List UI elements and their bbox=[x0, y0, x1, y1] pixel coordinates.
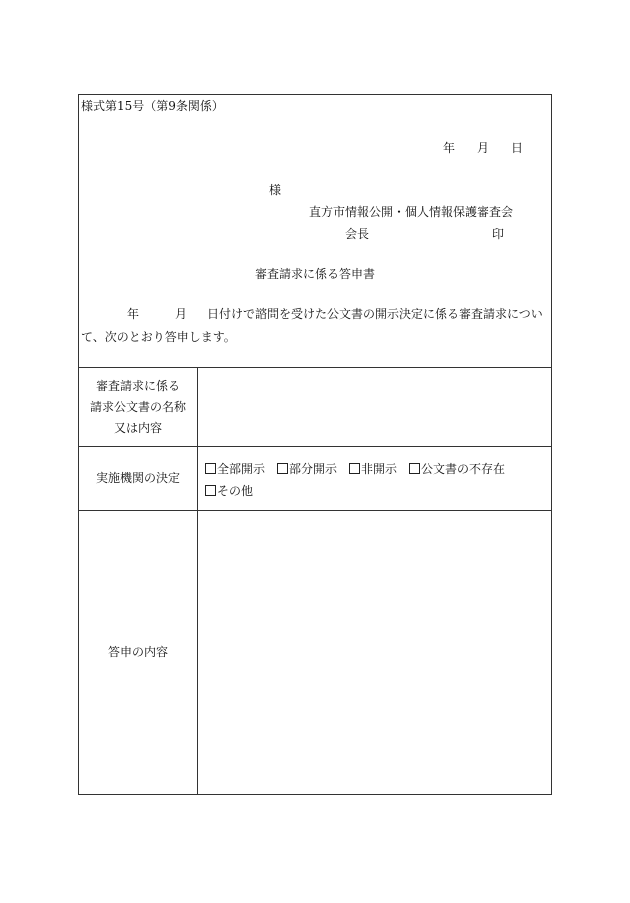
option-non-disclosure[interactable] bbox=[349, 458, 397, 480]
form-header bbox=[79, 95, 551, 368]
organization-name: 直方市情報公開・個人情報保護審査会 bbox=[309, 205, 514, 219]
body-text: 日付けで諮問を受けた公文書の開示決定に係る審査請求について、次のとおり答申します。 bbox=[81, 307, 543, 344]
body-paragraph bbox=[81, 303, 549, 349]
value-response-content[interactable] bbox=[198, 511, 551, 794]
checkbox-icon[interactable] bbox=[349, 463, 360, 474]
option-partial-disclosure[interactable] bbox=[277, 458, 337, 480]
checkbox-icon[interactable] bbox=[277, 463, 288, 474]
table-row-response-content bbox=[79, 511, 551, 794]
year-label: 年 bbox=[443, 141, 456, 155]
day-label: 日 bbox=[511, 141, 524, 155]
seal-mark: 印 bbox=[492, 227, 505, 241]
label-line: 請求公文書の名称 bbox=[89, 399, 186, 414]
option-label: その他 bbox=[217, 484, 254, 498]
label-decision: 実施機関の決定 bbox=[79, 447, 198, 510]
body-month-label: 月 bbox=[175, 307, 188, 321]
table-row-request-name bbox=[79, 368, 551, 447]
addressee-suffix: 様 bbox=[269, 183, 282, 197]
form-number: 様式第15号（第9条関係） bbox=[81, 99, 224, 113]
option-full-disclosure[interactable] bbox=[205, 458, 265, 480]
month-label: 月 bbox=[477, 141, 490, 155]
checkbox-icon[interactable] bbox=[205, 463, 216, 474]
value-request-name[interactable] bbox=[198, 368, 551, 446]
document-title: 審査請求に係る答申書 bbox=[254, 267, 375, 281]
option-label: 非開示 bbox=[361, 462, 398, 476]
table-row-decision bbox=[79, 447, 551, 511]
body-year-label: 年 bbox=[127, 307, 140, 321]
option-label: 全部開示 bbox=[217, 462, 266, 476]
response-form bbox=[78, 94, 552, 795]
option-nonexistent[interactable] bbox=[409, 458, 505, 480]
chair-title: 会長 bbox=[345, 227, 370, 241]
label-line: 審査請求に係る bbox=[95, 378, 180, 393]
checkbox-icon[interactable] bbox=[409, 463, 420, 474]
checkbox-icon[interactable] bbox=[205, 485, 216, 496]
option-label: 公文書の不存在 bbox=[421, 462, 506, 476]
option-label: 部分開示 bbox=[289, 462, 338, 476]
date-line bbox=[443, 139, 523, 156]
label-response-content: 答申の内容 bbox=[79, 511, 198, 794]
label-line: 又は内容 bbox=[113, 420, 162, 435]
decision-options bbox=[205, 458, 545, 502]
value-decision bbox=[198, 447, 551, 510]
option-other[interactable] bbox=[205, 480, 253, 502]
label-request-name bbox=[79, 368, 198, 446]
